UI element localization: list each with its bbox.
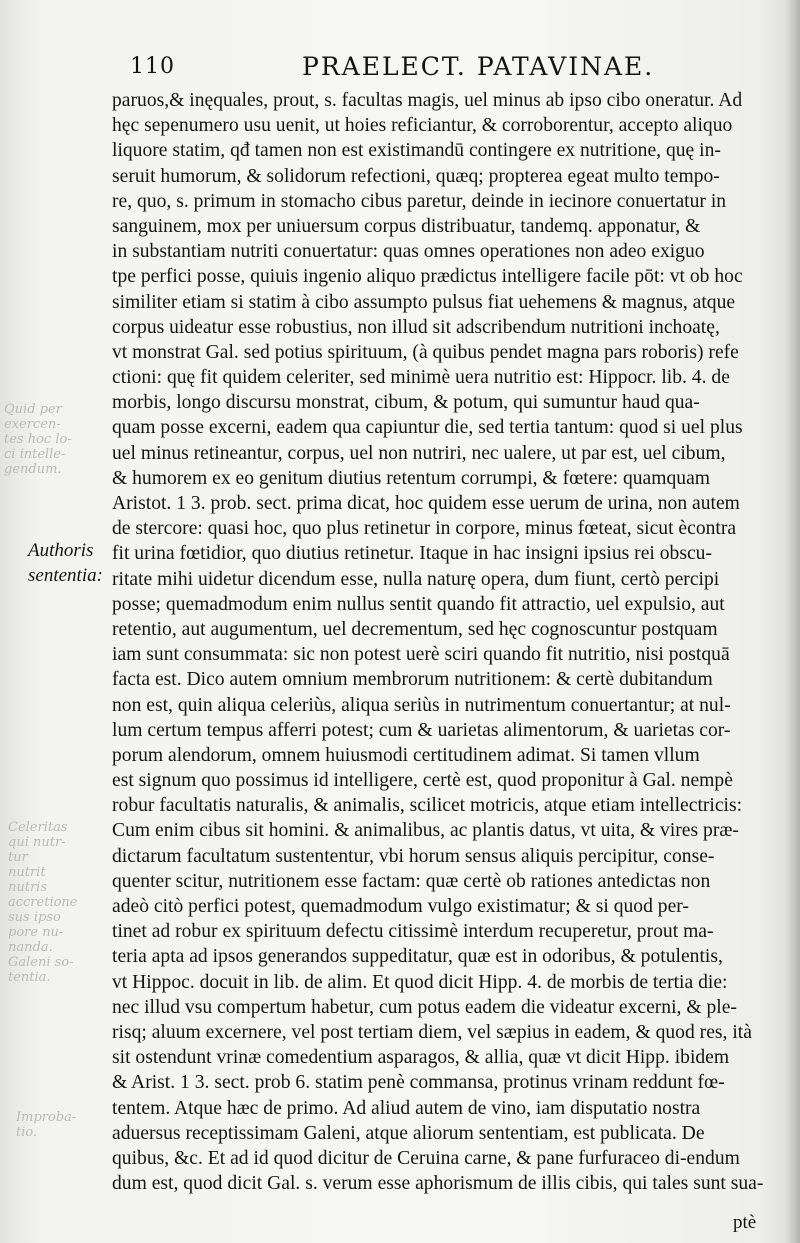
text-line: non est, quin aliqua celeriùs, aliqua seriùs in nutrimentum conuertantur; at nul- [112, 694, 731, 716]
page-edge-shadow [786, 0, 800, 1243]
text-line: hęc sepenumero usu uenit, ut hoies reficiantur, & corroborentur, accepto aliquo [112, 115, 733, 137]
bleed-through-text: Quid per exercen- tes hoc lo- ci intelle- gendum. [4, 402, 72, 477]
text-line: de stercore: quasi hoc, quo plus retinetur in corpore, minus fœteat, sicut ècontra [112, 518, 737, 540]
text-line: seruit humorum, & solidorum refectioni, quæq; propterea egeat multo tempo- [112, 165, 720, 187]
text-line: & humorem ex eo genitum diutius retentum corrumpi, & fœtere: quamquam [112, 467, 711, 489]
text-line: porum alendorum, omnem huiusmodi certitudinem adimat. Si tamen vllum [112, 744, 700, 766]
text-line: similiter etiam si statim à cibo assumpto pulsus fiat uehemens & magnus, atque [112, 291, 736, 313]
text-line: retentio, aut augumentum, uel decrementum, sed hęc cognoscuntur postquam [112, 618, 718, 640]
text-line: Cum enim cibus sit homini. & animalibus, ac plantis datus, vt uita, & vires præ- [112, 820, 739, 842]
text-line: vt monstrat Gal. sed potius spirituum, (à quibus pendet magna pars roboris) refe [112, 341, 739, 363]
text-line: adeò citò perfici potest, quemadmodum vulgo existimatur; & si quod per- [112, 896, 689, 917]
text-line: tentem. Atque hæc de primo. Ad aliud autem de vino, iam disputatio nostra [112, 1097, 701, 1119]
text-line: quibus, &c. Et ad id quod dicitur de Ceruina carne, & pane furfuraceo di-endum [112, 1147, 740, 1169]
text-line: quenter scitur, nutritionem esse factam: quæ certè ob rationes antedictas non [112, 870, 711, 892]
text-line: facta est. Dico autem omnium membrorum nutritionem: & certè dubitandum [112, 669, 713, 691]
text-line: & Arist. 1 3. sect. prob 6. statim penè commansa, protinus vrinam reddunt fœ- [112, 1072, 725, 1094]
bleed-through-text: Celeritas qui nutr- tur nutrit nutris accretione sus ipso pore nu- nanda. Galeni so- tentia. [8, 820, 78, 985]
text-line: teria apta ad ipsos generandos suppeditatur, quæ est in odoribus, & potulentis, [112, 946, 723, 968]
text-line: lum certum tempus afferri potest; cum & uarietas alimentorum, & uarietas cor- [112, 719, 731, 741]
text-line: re, quo, s. primum in stomacho cibus paretur, deinde in iecinore conuertatur in [112, 190, 727, 212]
text-line: tpe perfici posse, quiuis ingenio aliquo prædictus intelligere facile pōt: vt ob hoc [112, 266, 743, 288]
text-line: sanguinem, mox per uniuersum corpus distribuatur, tandemq. apponatur, & [112, 215, 701, 237]
text-line: aduersus receptissimam Galeni, atque aliorum sententiam, est publicata. De [112, 1122, 705, 1144]
catchword: ptè [733, 1212, 757, 1233]
page-header [112, 52, 672, 84]
text-line: posse; quemadmodum enim nullus sentit quando fit attractio, uel expulsio, aut [112, 593, 725, 615]
text-line: risq; aluum excernere, vel post tertiam diem, vel sæpius in eadem, & quod res, ità [112, 1021, 752, 1043]
text-line: paruos,& inęquales, prout, s. facultas magis, uel minus ab ipso cibo oneratur. Ad [112, 90, 743, 111]
text-line: sit ostendunt vrinæ comedentium asparagos, & allia, quæ vt dicit Hipp. ibidem [112, 1047, 730, 1069]
text-line: iam sunt consummata: sic non potest uerè sciri quando fit nutritio, nisi postquā [112, 644, 730, 666]
text-line: dictarum facultatum sustententur, vbi horum sensus aliquis percipitur, conse- [112, 845, 715, 867]
marginal-note-line: sententia: [28, 565, 103, 587]
bleed-through-text: Improba- tio. [16, 1110, 77, 1140]
text-line: quam posse excerni, eadem qua capiuntur die, sed tertia tantum: quod si uel plus [112, 417, 743, 439]
text-line: ctioni: quę fit quidem celeriter, sed minimè uera nutritio est: Hippocr. lib. 4. de [112, 367, 730, 389]
text-line: fit urina fœtidior, quo diutius retinetur. Itaque in hac insigni ipsius rei obscu- [112, 543, 712, 565]
text-line: liquore statim, qđ tamen non est existimandū contingere ex nutritione, quę in- [112, 140, 721, 162]
text-line: in substantiam nutriti conuertatur: quas omnes operationes non adeo exiguo [112, 241, 705, 263]
text-line: Aristot. 1 3. prob. sect. prima dicat, hoc quidem esse uerum de urina, non autem [112, 493, 740, 514]
text-line: morbis, longo discursu monstrat, cibum, & potum, qui sumuntur haud qua- [112, 392, 700, 414]
text-line: corpus uideatur esse robustius, non illud sit adscribendum nutritioni inchoatę, [112, 316, 720, 338]
text-line: robur facultatis naturalis, & animalis, scilicet motricis, atque etiam intellectricis: [112, 795, 743, 817]
text-line: tinet ad robur ex spirituum defectu citissimè interdum recuperetur, prout ma- [112, 921, 714, 943]
text-line: uel minus retineantur, corpus, uel non nutriri, nec ualere, ut par est, uel cibum, [112, 442, 726, 464]
text-line: vt Hippoc. docuit in lib. de alim. Et quod dicit Hipp. 4. de morbis de tertia die: [112, 971, 728, 993]
text-line [112, 1196, 772, 1221]
text-line: nec illud vsu compertum habetur, cum potus eadem die videatur excerni, & ple- [112, 996, 737, 1018]
text-line: est signum quo possimus id intelligere, certè est, quod proponitur à Gal. nempè [112, 770, 733, 792]
marginal-note-line: Authoris [28, 540, 94, 561]
marginal-note [28, 538, 108, 588]
page-number: 110 [130, 54, 175, 79]
text-line: dum est, quod dicit Gal. s. verum esse aphorismum de illis cibis, qui tales sunt sua- [112, 1173, 764, 1195]
text-line: ritate mihi uidetur dicendum esse, nulla naturę opera, dum fiunt, certò percipi [112, 568, 720, 590]
body-text [112, 88, 772, 1221]
running-head: PRAELECT. PATAVINAE. [302, 52, 655, 81]
